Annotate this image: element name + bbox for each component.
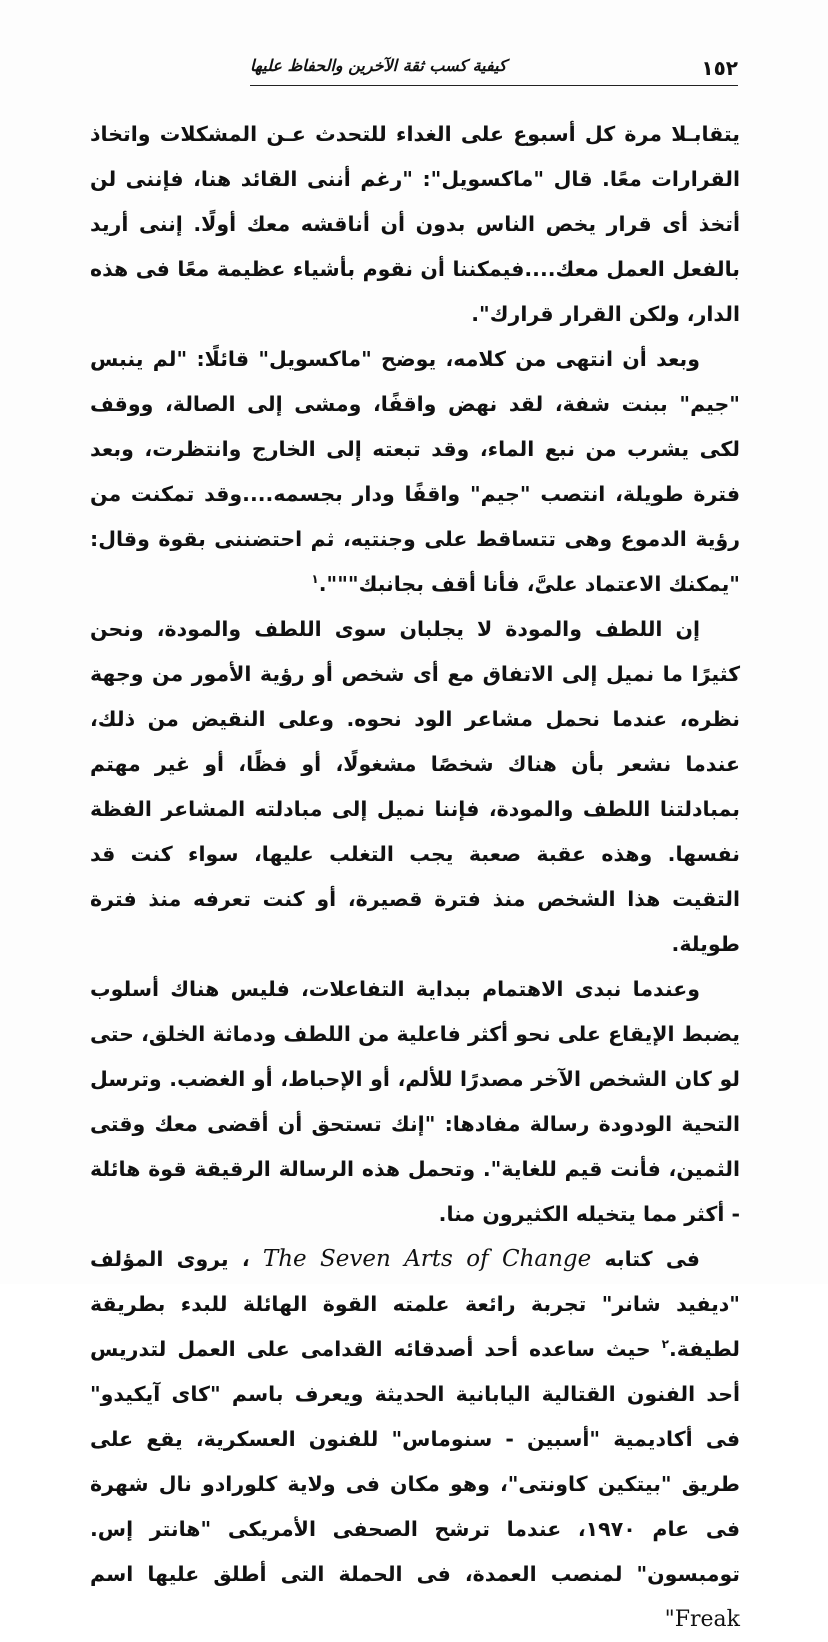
- paragraph-5-text-after: ، يروى المؤلف "ديفيد شانر" تجربة رائعة علمته القوة الهائلة للبدء بطريقة لطيفة.: [90, 1247, 740, 1361]
- paragraph-4-text: وعندما نبدى الاهتمام ببداية التفاعلات، فليس هناك أسلوب يضبط الإيقاع على نحو أكثر فاعلية من اللطف ودماثة الخلق، حتى لو كان الشخص الآخر مصدرًا للألم، أو الإحباط، أو الغضب. وترسل التحية الودودة رسالة مفادها: "إنك تستحق أن أقضى معك وقتى الثمين، فأنت قيم للغاية". وتحمل هذه الرسالة الرقيقة قوة هائلة - أكثر مما يتخيله الكثيرون منا.: [90, 977, 740, 1226]
- paragraph-4: [90, 967, 740, 1237]
- header-rule: [250, 85, 738, 86]
- paragraph-1-text: يتقابـلا مرة كل أسبوع على الغداء للتحدث عـن المشكلات واتخاذ القرارات معًا. قال "ماكسويل": "رغم أننى القائد هنا، فإننى لن أتخذ أى قرار يخص الناس بدون أن أناقشه معك أولًا. إننى أريد بالفعل العمل معك....فيمكننا أن نقوم بأشياء عظيمة معًا فى هذه الدار، ولكن القرار قرارك".: [90, 122, 740, 326]
- latin-word: "Freak: [664, 1607, 740, 1632]
- paragraph-1: [90, 112, 740, 337]
- page-header: [250, 50, 738, 86]
- page-number: ١٥٢: [701, 56, 738, 80]
- paragraph-5-text-before: فى كتابه: [604, 1247, 700, 1271]
- paragraph-2-text: وبعد أن انتهى من كلامه، يوضح "ماكسويل" قائلًا: "لم ينبس "جيم" ببنت شفة، لقد نهض واقفًا، ومشى إلى الصالة، ووقف لكى يشرب من نبع الماء، وقد تبعته إلى الخارج وانتظرت، وبعد فترة طويلة، انتصب "جيم" واقفًا ودار بجسمه....وقد تمكنت من رؤية الدموع وهى تتساقط على وجنتيه، ثم احتضننى بقوة وقال: "يمكنك الاعتماد علىَّ، فأنا أقف بجانبك""".: [90, 347, 740, 596]
- book-title: The Seven Arts of Change: [262, 1246, 592, 1272]
- paragraph-2: [90, 337, 740, 607]
- footnote-marker-2: ٢: [661, 1337, 669, 1352]
- paragraph-3-text: إن اللطف والمودة لا يجلبان سوى اللطف والمودة، ونحن كثيرًا ما نميل إلى الاتفاق مع أى شخص أو رؤية الأمور من وجهة نظره، عندما نحمل مشاعر الود نحوه. وعلى النقيض من ذلك، عندما نشعر بأن هناك شخصًا مشغولًا، أو فظًا، أو غير مهتم بمبادلتنا اللطف والمودة، فإننا نميل إلى مبادلته المشاعر الفظة نفسها. وهذه عقبة صعبة يجب التغلب عليها، سواء كنت قد التقيت هذا الشخص منذ فترة قصيرة، أو كنت تعرفه منذ فترة طويلة.: [90, 617, 740, 956]
- paragraph-5: [90, 1237, 740, 1642]
- footnote-marker-1: ١: [311, 572, 319, 587]
- paragraph-5-text-end: حيث ساعده أحد أصدقائه القدامى على العمل لتدريس أحد الفنون القتالية اليابانية الحديثة ويعرف باسم "كاى آيكيدو" فى أكاديمية "أسبين - سنوماس" للفنون العسكرية، يقع على طريق "بيتكين كاونتى"، وهو مكان فى ولاية كلورادو نال شهرة فى عام ١٩٧٠، عندما ترشح الصحفى الأمريكى "هانتر إس. تومبسون" لمنصب العمدة، فى الحملة التى أطلق عليها اسم: [90, 1337, 740, 1586]
- running-title: كيفية كسب ثقة الآخرين والحفاظ عليها: [250, 56, 507, 75]
- paragraph-3: [90, 607, 740, 967]
- body-text: [90, 112, 740, 1642]
